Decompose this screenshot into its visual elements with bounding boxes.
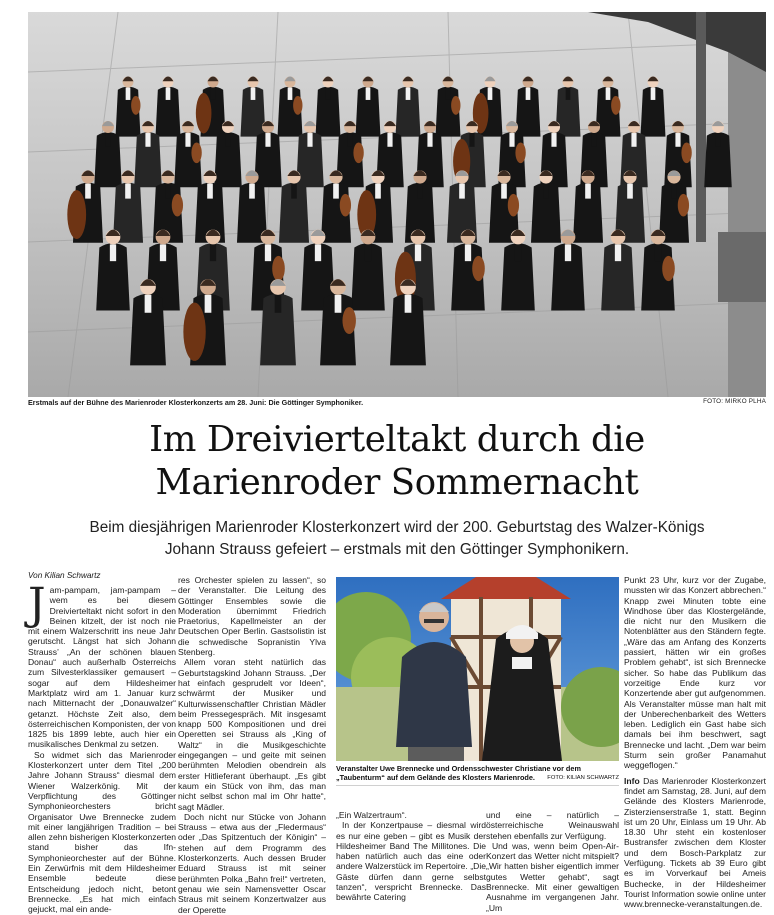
violin-icon [508, 194, 519, 217]
cello-icon [183, 303, 205, 361]
subheadline-line-1: Beim diesjährigen Marienroder Klosterkonzert wird der 200. Geburtstag des Walzer-Königs [89, 519, 705, 536]
violin-icon [172, 194, 183, 217]
info-box [624, 776, 766, 910]
violin-icon [451, 96, 460, 115]
paragraph: Punkt 23 Uhr, kurz vor der Zugabe, mussten wir das Konzert abbrechen.“ Knapp zwei Minuten tobte eine Windhose über das Klostergelände, die nicht nur den Musikern die Notenblätter aus den Ständern fegte. „Wäre das am Anfang des Konzerts passiert, hätten wir ein großes Problem gehabt“, ist sich Brennecke sicher. So habe das Publikum das vorzeitige Ende kurz vor Konzertende aber gut aufgenommen. Als Veranstalter müsse man halt mit der Unberechenbarkeit des Wetters leben. Lediglich ein Gast habe sich damals bei ihm beschwert, sagt Brennecke und lacht. „Dem war beim Sturm sein großer Panamahut weggeflogen.“ [624, 575, 766, 771]
violin-icon [342, 307, 355, 334]
orchestra-photo [28, 12, 766, 397]
photo-credit: FOTO: MIRKO PLHA [703, 398, 766, 405]
violin-icon [662, 256, 675, 281]
subheadline [28, 517, 766, 561]
headline-line-2: Marienroder Sommernacht [155, 462, 639, 503]
violin-icon [678, 194, 689, 217]
cello-icon [67, 190, 86, 239]
divider [336, 785, 619, 786]
violin-icon [515, 142, 525, 163]
cello-icon [196, 93, 212, 134]
organizer-photo-graphic [336, 577, 619, 761]
info-label: Info [624, 775, 640, 786]
organizer-photo-credit: FOTO: KILIAN SCHWARTZ [547, 775, 619, 781]
byline: Von Kilian Schwartz [28, 571, 101, 580]
violin-icon [131, 96, 140, 115]
violin-icon [191, 142, 201, 163]
violin-icon [472, 256, 485, 281]
headline-line-1: Im Dreivierteltakt durch die [149, 419, 645, 460]
organizer-photo-caption-block [336, 764, 619, 783]
paragraph: Und was, wenn beim Open-Air-Konzert das Wetter nicht mitspielt? „Wir hatten bisher eigentlich immer gutes Wetter gehabt“, sagt Brennecke. Mit einer gewaltigen Ausnahme im vergangenen Jahr. „Um [486, 840, 619, 913]
paragraph: Doch nicht nur Stücke von Johann Strauss – etwa aus der „Fledermaus“ oder „Das Spitzentuch der Königin“ – stehen auf dem Programm des Klosterkonzerts. Auch dessen Bruder Eduard Strauss ist mit seiner berühmten Polka „Bahn frei!“ vertreten, genau wie sein Namensvetter Oscar Straus mit seinem Konzertwalzer aus der Operette [178, 811, 326, 915]
organizer-photo [336, 577, 619, 761]
subheadline-line-2: Johann Strauss gefeiert – erstmals mit den Göttinger Symphonikern. [164, 541, 630, 558]
article-column-2 [178, 575, 326, 915]
paragraph: und eine – natürlich – österreichische Weinauswahl stehen ebenfalls zur Verfügung. [486, 810, 619, 841]
paragraph: So widmet sich das Marienroder Klosterkonzert unter dem Titel „200 Jahre Johann Strauss“ diesmal dem Wiener Walzerkönig. Mit der Verpflichtung des Göttinger Symphonieorchesters bricht Organisator Uwe Brennecke zudem mit einer langjährigen Tradition – bei allen zehn bisherigen Klosterkonzerten stand bisher das Ifn-Symphonieorchester auf der Bühne. Ein Zerwürfnis mit dem Hildesheimer Ensemble bedeute diese Entscheidung jedoch nicht, betont Brennecke. „Es hat mich einfach gejuckt, mal ein ande- [28, 749, 176, 915]
organizer-photo-caption: Veranstalter Uwe Brennecke und Ordensschwester Christiane vor dem „Taubenturm“ auf dem Gelände des Klosters Marienrode. [336, 764, 581, 782]
orchestra-photo-graphic [28, 12, 766, 397]
violin-icon [293, 96, 302, 115]
paragraph: Allem voran steht natürlich das Geburtstagskind Johann Strauss. „Der hat einfach gesprudelt vor Ideen“, schwärmt der Musiker und Kulturwissenschaftler Christian Mädler beim Pressegespräch. Mit insgesamt knapp 500 Kompositionen und drei Operetten sei Strauss als „King of Waltz“ in die Musikgeschichte eingegangen – und geite mit seinen berühmten Melodien obendrein als erster Hitlieferant überhaupt. „Es gibt kaum ein Stück von ihm, das man nicht selbst schon mal im Ohr hatte“, sagt Mädler. [178, 657, 326, 812]
paragraph: res Orchester spielen zu lassen“, so der Veranstalter. Die Leitung des Göttinger Ensembles sowie die Moderation übernimmt Friedrich Praetorius, Kapellmeister an der Deutschen Oper Berlin. Gastsolistin ist die schwedische Sopranistin Ylva Stenberg. [178, 575, 326, 658]
paragraph: Jam-pampam, jam-pampam – wem es bei diesem Dreivierteltakt nicht sofort in den Beinen kitzelt, der ist noch nie mit einem Walzerschritt ins neue Jahr gerutscht. Längst hat sich Johann Strauss’ „An der schönen blauen Donau“ auch außerhalb Österreichs zum Silvesterklassiker gemausert – sogar auf dem Hildesheimer Marktplatz wird am 1. Januar kurz nach Mitternacht der „Donauwalzer“ getanzt. Höchste Zeit also, dem österreichischen Komponisten, der von 1825 bis 1899 lebte, auch hier ein musikalisches Denkmal zu setzen. [28, 579, 176, 750]
article-column-1 [28, 579, 176, 915]
violin-icon [340, 194, 351, 217]
violin-icon [272, 256, 285, 281]
info-text: Das Marienroder Klosterkonzert findet am Samstag, 28. Juni, auf dem Gelände des Klosters Marienrode, Zisterzienserstraße 1, statt. Beginn ist um 20 Uhr, Einlass um 19 Uhr. Ab 18.30 Uhr steht ein kostenloser Bustransfer zwischen dem Kloster und dem Bosch-Parkplatz zur Verfügung. Tickets ab 39 Euro gibt es im Vorverkauf bei Ameis Buchecke, in der Hildesheimer Tourist Information sowie online unter www.brennecke-veranstaltungen.de. [624, 775, 766, 910]
paragraph: „Ein Walzertraum“. [336, 810, 407, 820]
violin-icon [611, 96, 620, 115]
article-column-5 [624, 575, 766, 910]
paragraph: In der Konzertpause – diesmal wird es nur eine geben – gibt es Musik der Hildesheimer Band The Millitones. Die haben natürlich auch das eine oder andere Walzerstück im Repertoire. „Die Gäste dürfen dann gerne selbst tanzen“, verspricht Brennecke. Das bewährte Catering [336, 820, 486, 903]
violin-icon [353, 142, 363, 163]
drop-cap: J [28, 579, 46, 630]
article-column-4 [486, 810, 619, 913]
photo-caption: Erstmals auf der Bühne des Marienroder Klosterkonzerts am 28. Juni: Die Göttinger Symphoniker. [28, 398, 364, 407]
photo-caption-row [28, 398, 766, 410]
article-column-3 [336, 810, 486, 903]
violin-icon [681, 142, 691, 163]
headline [28, 418, 766, 504]
